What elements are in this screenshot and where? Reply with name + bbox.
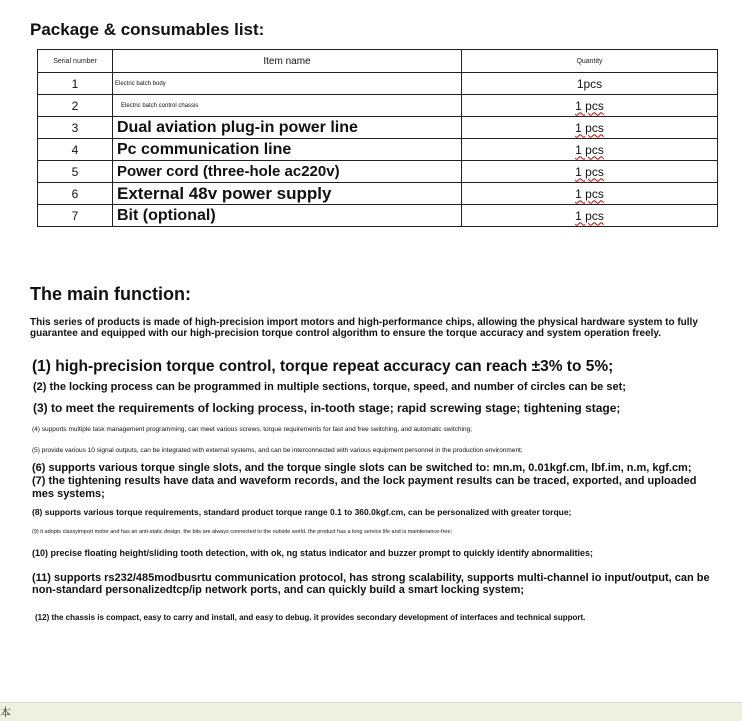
function-item-2: (2) the locking process can be programmed in multiple sections, torque, speed, and number of circles can be set; <box>33 381 626 393</box>
function-item-12: (12) the chassis is compact, easy to carry and install, and easy to debug. it provides secondary development of interfaces and technical support. <box>35 613 586 622</box>
function-item-10: (10) precise floating height/sliding tooth detection, with ok, ng status indicator and buzzer prompt to quickly identify abnormalities; <box>32 548 594 558</box>
cell-quantity: 1 pcs <box>462 117 718 139</box>
table-row <box>38 73 718 95</box>
status-bar-glyph: 本 <box>0 707 11 719</box>
cell-serial: 4 <box>38 139 113 161</box>
header-quantity: Quantity <box>462 50 718 73</box>
cell-serial: 6 <box>38 183 113 205</box>
cell-item: Electric batch control chassis <box>113 95 462 117</box>
status-bar <box>0 702 742 721</box>
cell-quantity: 1 pcs <box>462 183 718 205</box>
cell-serial: 3 <box>38 117 113 139</box>
cell-item: Electric batch body <box>113 73 462 95</box>
header-item-name: Item name <box>113 50 462 73</box>
cell-item: Bit (optional) <box>113 205 462 227</box>
table-row <box>38 205 718 227</box>
cell-item: Dual aviation plug-in power line <box>113 117 462 139</box>
function-item-1: (1) high-precision torque control, torque repeat accuracy can reach ±3% to 5%; <box>32 358 614 375</box>
cell-quantity: 1 pcs <box>462 95 718 117</box>
table-header-row <box>38 50 718 73</box>
package-table <box>37 49 718 227</box>
cell-serial: 1 <box>38 73 113 95</box>
cell-item: Pc communication line <box>113 139 462 161</box>
function-item-5: (5) provide various 10 signal outputs, can be integrated with external systems, and can be interconnected with various equipment personnel in the production environment; <box>32 447 523 454</box>
function-item-11: (11) supports rs232/485modbusrtu communication protocol, has strong scalability, supports multi-channel io input/output, can be non-standard personalizedtcp/ip network ports, and can quickly build a smart locking system; <box>32 572 710 596</box>
function-item-8: (8) supports various torque requirements, standard product torque range 0.1 to 360.0kgf.cm, can be personalized with greater torque; <box>32 507 572 517</box>
main-function-title: The main function: <box>30 284 191 304</box>
table-row <box>38 117 718 139</box>
function-item-3: (3) to meet the requirements of locking process, in-tooth stage; rapid screwing stage; tightening stage; <box>33 401 621 415</box>
intro-paragraph: This series of products is made of high-precision import motors and high-performance chips, allowing the physical hardware system to fully guarantee and equipped with our high-precision torque control algorithm to ensure the torque accuracy and system operation freely. <box>30 317 698 339</box>
cell-quantity: 1 pcs <box>462 161 718 183</box>
package-list-title: Package & consumables list: <box>30 20 265 39</box>
cell-quantity: 1pcs <box>462 73 718 95</box>
function-item-4: (4) supports multiple task management programming, can meet various screws, torque requirements for fast and free switching, and automatic switching; <box>32 426 473 433</box>
cell-serial: 7 <box>38 205 113 227</box>
cell-item: Power cord (three-hole ac220v) <box>113 161 462 183</box>
cell-serial: 2 <box>38 95 113 117</box>
cell-item: External 48v power supply <box>113 183 462 205</box>
table-row <box>38 139 718 161</box>
table-row <box>38 95 718 117</box>
header-serial-number: Serial number <box>38 50 113 73</box>
function-item-6-7: (6) supports various torque single slots, and the torque single slots can be switched to: mn.m, 0.01kgf.cm, lbf.im, n.m, kgf.cm; (7) the tightening results have data and waveform records, and the lock payment results can be traced, exported, and uploaded mes systems; <box>32 462 697 500</box>
table-row <box>38 161 718 183</box>
table-row <box>38 183 718 205</box>
cell-serial: 5 <box>38 161 113 183</box>
function-item-9: (9) it adopts classyimport motor and has an anti-static design. the bits are always connected to the outside world. the product has a long service life and is maintenance-free; <box>32 529 453 535</box>
cell-quantity: 1 pcs <box>462 205 718 227</box>
cell-quantity: 1 pcs <box>462 139 718 161</box>
